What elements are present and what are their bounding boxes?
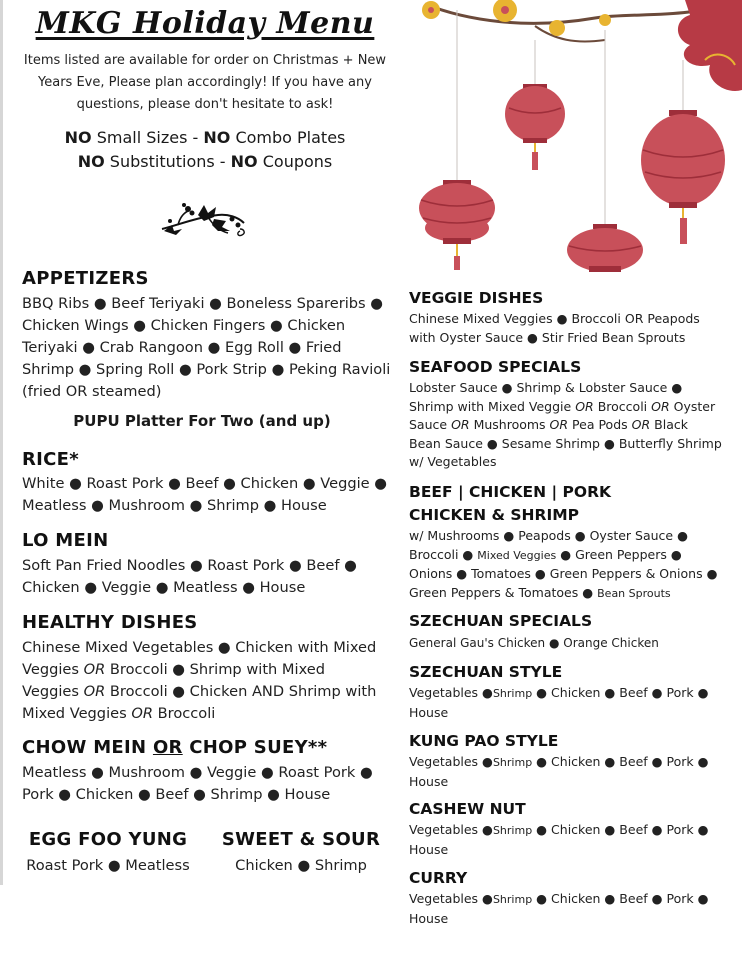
menu-line: Veggies OR Broccoli ● Chicken AND Shrimp with [22,683,377,700]
pupu-platter: PUPU Platter For Two (and up) [73,412,331,430]
menu-line: Meatless ● Mushroom ● Veggie ● Roast Pork ● [22,764,373,781]
sweet-sour-items: Chicken ● Shrimp [235,857,367,874]
healthy-dishes-items [22,637,397,725]
menu-line: Meatless ● Mushroom ● Shrimp ● House [22,497,327,514]
cashew-nut-items [409,821,731,859]
section-title-rice: RICE* [22,449,79,470]
rule-line: NO Substitutions - NO Coupons [77,152,333,171]
section-title-szechuan-specials: SZECHUAN SPECIALS [409,612,593,630]
appetizers-items [22,293,392,403]
page-edge [0,0,3,885]
menu-line: with Oyster Sauce ● Stir Fried Bean Sprouts [409,329,686,345]
menu-line: Vegetables ●Shrimp ● Chicken ● Beef ● Pork ● [409,822,709,837]
menu-line: House [409,910,449,926]
seafood-specials-items [409,379,731,472]
menu-line: Vegetables ●Shrimp ● Chicken ● Beef ● Pork ● [409,754,709,769]
menu-line: House [409,704,449,720]
menu-line: Teriyaki ● Crab Rangoon ● Egg Roll ● Fried [22,339,342,356]
section-title-lo-mein: LO MEIN [22,530,109,551]
menu-line: Shrimp with Mixed Veggie OR Broccoli OR Oyster [409,398,716,414]
menu-line: Onions ● Tomatoes ● Green Peppers & Onions ● [409,566,718,581]
section-title-szechuan-style: SZECHUAN STYLE [409,663,563,681]
section-title-cashew-nut: CASHEW NUT [409,800,526,818]
chow-mein-items [22,762,397,806]
menu-line: Chinese Mixed Veggies ● Broccoli OR Peapods [409,311,700,326]
section-title-healthy-dishes: HEALTHY DISHES [22,612,198,633]
menu-line: w/ Mushrooms ● Peapods ● Oyster Sauce ● [409,528,688,543]
szechuan-style-items [409,684,731,722]
menu-line: Vegetables ●Shrimp ● Chicken ● Beef ● Pork ● [409,891,709,906]
menu-line: White ● Roast Pork ● Beef ● Chicken ● Veggie ● [22,475,388,492]
menu-line: Broccoli ● Mixed Veggies ● Green Peppers ● [409,546,682,562]
rule-line: NO Small Sizes - NO Combo Plates [64,128,346,147]
egg-foo-yung-items: Roast Pork ● Meatless [26,857,190,874]
menu-line: Pork ● Chicken ● Beef ● Shrimp ● House [22,786,331,803]
title-line: CHICKEN & SHRIMP [409,506,579,524]
menu-line: (fried OR steamed) [22,383,162,400]
lo-mein-items [22,555,392,599]
menu-line: Mixed Veggies OR Broccoli [22,705,216,722]
menu-rules [20,126,390,174]
section-title-veggie-dishes: VEGGIE DISHES [409,289,544,307]
menu-line: Chicken Wings ● Chicken Fingers ● Chicken [22,317,346,334]
menu-line: Green Peppers & Tomatoes ● Bean Sprouts [409,584,671,600]
menu-title: MKG Holiday Menu [35,6,375,41]
holly-icon [158,195,248,239]
section-title-sweet-sour: SWEET & SOUR [221,829,381,850]
veggie-dishes-items [409,310,731,347]
menu-line: Bean Sauce ● Sesame Shrimp ● Butterfly Shrimp [409,435,722,451]
lantern-decoration [405,0,742,280]
section-title-chow-mein: CHOW MEIN OR CHOP SUEY** [22,737,328,758]
menu-line: Shrimp ● Spring Roll ● Pork Strip ● Peking Ravioli [22,361,391,378]
section-title-seafood-specials: SEAFOOD SPECIALS [409,358,582,376]
curry-items [409,890,731,928]
section-title-appetizers: APPETIZERS [22,268,149,289]
menu-line: Lobster Sauce ● Shrimp & Lobster Sauce ● [409,380,683,395]
menu-line: Veggies OR Broccoli ● Shrimp with Mixed [22,661,325,678]
title-line: BEEF | CHICKEN | PORK [409,483,612,501]
menu-intro: Items listed are available for order on Christmas + New Years Eve, Please plan accordingly! If you have any questions, please don't hesitate to ask! [23,53,387,112]
menu-line: House [409,841,449,857]
section-title-kung-pao-style: KUNG PAO STYLE [409,732,559,750]
szechuan-specials-items: General Gau's Chicken ● Orange Chicken [409,636,659,650]
menu-line: Vegetables ●Shrimp ● Chicken ● Beef ● Pork ● [409,685,709,700]
beef-chicken-pork-items [409,527,731,603]
menu-line: Chinese Mixed Vegetables ● Chicken with Mixed [22,639,377,656]
kung-pao-style-items [409,753,731,791]
menu-line: Chicken ● Veggie ● Meatless ● House [22,579,306,596]
section-title-egg-foo-yung: EGG FOO YUNG [28,829,188,850]
menu-line: House [409,773,449,789]
menu-line: Sauce OR Mushrooms OR Pea Pods OR Black [409,417,688,432]
menu-line: w/ Vegetables [409,454,497,469]
menu-line: BBQ Ribs ● Beef Teriyaki ● Boneless Spareribs ● [22,295,384,312]
section-title-curry: CURRY [409,869,468,887]
rice-items [22,473,392,517]
section-title-beef-chicken-pork [409,481,611,527]
menu-line: Soft Pan Fried Noodles ● Roast Pork ● Beef ● [22,557,357,574]
